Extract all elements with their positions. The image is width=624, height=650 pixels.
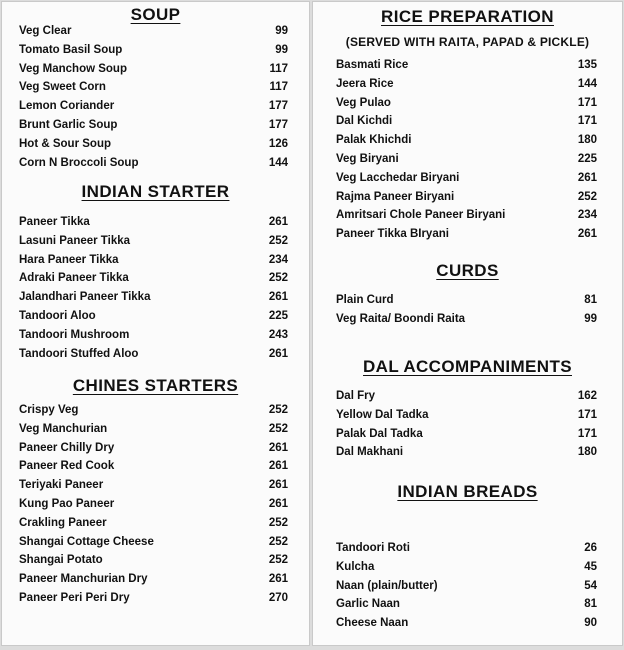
menu-item-price: 180 bbox=[577, 446, 597, 459]
menu-item-price: 144 bbox=[268, 156, 288, 169]
menu-item bbox=[19, 216, 288, 235]
menu-item-name: Tandoori Roti bbox=[336, 542, 410, 554]
dal-accompaniments-list bbox=[336, 390, 597, 465]
menu-item-name: Tomato Basil Soup bbox=[19, 43, 123, 56]
menu-item-price: 99 bbox=[584, 312, 597, 325]
menu-item bbox=[336, 313, 597, 332]
menu-item bbox=[19, 348, 288, 367]
menu-item-price: 252 bbox=[268, 535, 288, 548]
menu-item-price: 252 bbox=[268, 516, 288, 529]
menu-item bbox=[336, 153, 597, 172]
menu-item bbox=[19, 310, 288, 329]
menu-item-price: 177 bbox=[268, 118, 288, 131]
menu-item-price: 171 bbox=[577, 96, 597, 109]
menu-item-price: 261 bbox=[268, 216, 288, 228]
menu-item-price: 270 bbox=[268, 591, 288, 604]
menu-item-name: Palak Khichdi bbox=[336, 134, 412, 147]
indian-breads-heading: INDIAN BREADS bbox=[397, 482, 538, 501]
menu-item bbox=[19, 536, 288, 555]
menu-item bbox=[19, 44, 288, 63]
dal-accompaniments-heading: DAL ACCOMPANIMENTS bbox=[363, 357, 572, 376]
menu-item-price: 81 bbox=[584, 598, 597, 611]
menu-item-name: Hara Paneer Tikka bbox=[19, 253, 119, 266]
menu-item-name: Veg Manchow Soup bbox=[19, 62, 127, 75]
menu-item-name: Jeera Rice bbox=[336, 77, 394, 90]
menu-item-price: 126 bbox=[268, 137, 288, 150]
indian-starter-heading: INDIAN STARTER bbox=[81, 182, 230, 201]
menu-item bbox=[336, 97, 597, 116]
menu-item bbox=[336, 115, 597, 134]
menu-item-price: 45 bbox=[584, 560, 597, 573]
menu-item-name: Kung Pao Paneer bbox=[19, 497, 115, 510]
menu-item-price: 252 bbox=[268, 272, 288, 285]
menu-item-name: Tandoori Mushroom bbox=[19, 328, 130, 341]
curds-list bbox=[336, 294, 597, 332]
menu-item-name: Shangai Potato bbox=[19, 554, 103, 567]
menu-item-price: 261 bbox=[268, 460, 288, 473]
menu-item bbox=[336, 598, 597, 617]
menu-item-price: 225 bbox=[268, 309, 288, 322]
menu-item-price: 144 bbox=[577, 77, 597, 90]
menu-item-price: 162 bbox=[577, 390, 597, 402]
menu-item-name: Kulcha bbox=[336, 560, 375, 573]
rice-preparation-list bbox=[336, 59, 597, 247]
menu-item bbox=[336, 78, 597, 97]
menu-item bbox=[19, 119, 288, 138]
menu-item-name: Garlic Naan bbox=[336, 598, 400, 611]
menu-item-price: 261 bbox=[268, 347, 288, 360]
menu-item-price: 54 bbox=[584, 579, 597, 592]
menu-item-price: 252 bbox=[268, 554, 288, 567]
menu-item bbox=[19, 272, 288, 291]
menu-item bbox=[19, 404, 288, 423]
menu-item bbox=[19, 554, 288, 573]
rice-preparation-subtitle: (SERVED WITH RAITA, PAPAD & PICKLE) bbox=[345, 35, 590, 49]
menu-item bbox=[19, 329, 288, 348]
menu-item-price: 90 bbox=[584, 617, 597, 630]
menu-item bbox=[19, 423, 288, 442]
menu-item bbox=[336, 228, 597, 247]
chines-starters-list bbox=[19, 404, 288, 611]
menu-item bbox=[336, 542, 597, 561]
menu-item bbox=[19, 25, 288, 44]
menu-item-name: Paneer Tikka BIryani bbox=[336, 228, 449, 241]
menu-item-name: Dal Makhani bbox=[336, 446, 404, 459]
menu-item-name: Corn N Broccoli Soup bbox=[19, 156, 139, 169]
menu-item-name: Veg Manchurian bbox=[19, 422, 108, 435]
menu-item-price: 261 bbox=[577, 228, 597, 241]
menu-item bbox=[19, 138, 288, 157]
menu-item bbox=[336, 390, 597, 409]
menu-item-price: 171 bbox=[577, 408, 597, 421]
menu-item bbox=[19, 235, 288, 254]
menu-item bbox=[19, 460, 288, 479]
menu-column-left bbox=[2, 2, 309, 645]
menu-item-name: Tandoori Aloo bbox=[19, 309, 96, 322]
menu-item-name: Amritsari Chole Paneer Biryani bbox=[336, 209, 506, 222]
menu-item bbox=[336, 617, 597, 636]
menu-item-price: 99 bbox=[275, 25, 288, 37]
menu-item-name: Veg Lacchedar Biryani bbox=[336, 171, 460, 184]
menu-item-name: Veg Raita/ Boondi Raita bbox=[336, 312, 466, 325]
menu-item-name: Paneer Peri Peri Dry bbox=[19, 591, 130, 604]
menu-item-price: 252 bbox=[268, 422, 288, 435]
menu-item-name: Veg Clear bbox=[19, 25, 72, 37]
menu-item-price: 26 bbox=[584, 542, 597, 554]
menu-item bbox=[19, 498, 288, 517]
menu-item bbox=[19, 157, 288, 176]
menu-item-price: 117 bbox=[269, 81, 288, 94]
menu-item bbox=[336, 59, 597, 78]
menu-item-price: 99 bbox=[275, 43, 288, 56]
menu-item bbox=[336, 561, 597, 580]
menu-item-name: Basmati Rice bbox=[336, 59, 409, 71]
rice-preparation-heading: RICE PREPARATION bbox=[381, 7, 554, 26]
menu-item-name: Dal Kichdi bbox=[336, 115, 393, 128]
menu-item-name: Naan (plain/butter) bbox=[336, 579, 438, 592]
menu-item-price: 180 bbox=[577, 134, 597, 147]
menu-item bbox=[336, 134, 597, 153]
menu-item bbox=[19, 479, 288, 498]
menu-item bbox=[19, 63, 288, 82]
menu-item-name: Jalandhari Paneer Tikka bbox=[19, 291, 151, 304]
chines-starters-heading: CHINES STARTERS bbox=[72, 376, 239, 395]
menu-item-name: Palak Dal Tadka bbox=[336, 427, 423, 440]
menu-item-name: Adraki Paneer Tikka bbox=[19, 272, 129, 285]
menu-column-right bbox=[313, 2, 622, 645]
menu-item-name: Paneer Red Cook bbox=[19, 460, 115, 473]
menu-item-price: 225 bbox=[577, 152, 597, 165]
menu-item bbox=[336, 209, 597, 228]
menu-item bbox=[336, 294, 597, 313]
menu-item-price: 261 bbox=[268, 573, 288, 586]
menu-item bbox=[19, 100, 288, 119]
curds-heading: CURDS bbox=[436, 261, 499, 280]
menu-item-price: 81 bbox=[584, 294, 597, 306]
menu-item-name: Teriyaki Paneer bbox=[19, 479, 104, 492]
menu-item-price: 252 bbox=[577, 190, 597, 203]
menu-item bbox=[19, 254, 288, 273]
menu-item-price: 261 bbox=[268, 291, 288, 304]
menu-item bbox=[19, 291, 288, 310]
menu-item bbox=[336, 191, 597, 210]
menu-item bbox=[19, 592, 288, 611]
menu-item-name: Paneer Chilly Dry bbox=[19, 441, 115, 454]
menu-item-name: Lasuni Paneer Tikka bbox=[19, 234, 131, 247]
menu-item-name: Veg Sweet Corn bbox=[19, 81, 106, 94]
menu-item-name: Cheese Naan bbox=[336, 617, 409, 630]
menu-item-name: Crakling Paneer bbox=[19, 516, 107, 529]
menu-item bbox=[336, 580, 597, 599]
menu-item-name: Brunt Garlic Soup bbox=[19, 118, 118, 131]
menu-item bbox=[19, 442, 288, 461]
menu-item-price: 234 bbox=[577, 209, 597, 222]
menu-item-price: 261 bbox=[268, 497, 288, 510]
menu-item-name: Rajma Paneer Biryani bbox=[336, 190, 455, 203]
menu-item-price: 252 bbox=[268, 234, 288, 247]
menu-item-name: Veg Pulao bbox=[336, 96, 391, 109]
menu-item-name: Yellow Dal Tadka bbox=[336, 408, 429, 421]
menu-item-price: 117 bbox=[269, 62, 288, 75]
menu-item bbox=[19, 517, 288, 536]
menu-item-name: Paneer Manchurian Dry bbox=[19, 573, 148, 586]
menu-item bbox=[336, 172, 597, 191]
menu-item-name: Plain Curd bbox=[336, 294, 394, 306]
indian-starter-list bbox=[19, 216, 288, 366]
menu-item-price: 234 bbox=[268, 253, 288, 266]
menu-item-name: Dal Fry bbox=[336, 390, 375, 402]
menu-item-price: 252 bbox=[268, 404, 288, 416]
menu-item-name: Lemon Coriander bbox=[19, 100, 115, 113]
soup-list bbox=[19, 25, 288, 175]
menu-item-price: 243 bbox=[268, 328, 288, 341]
menu-item-name: Shangai Cottage Cheese bbox=[19, 535, 154, 548]
menu-item bbox=[336, 446, 597, 465]
menu-item-price: 171 bbox=[577, 115, 597, 128]
menu-item-price: 135 bbox=[577, 59, 597, 71]
menu-item-price: 177 bbox=[268, 100, 288, 113]
menu-item bbox=[336, 409, 597, 428]
soup-heading: SOUP bbox=[130, 5, 181, 24]
indian-breads-list bbox=[336, 542, 597, 636]
menu-item-price: 261 bbox=[577, 171, 597, 184]
menu-item bbox=[19, 81, 288, 100]
menu-item-name: Veg Biryani bbox=[336, 152, 399, 165]
menu-item-price: 261 bbox=[268, 479, 288, 492]
menu-item-name: Crispy Veg bbox=[19, 404, 79, 416]
menu-item-price: 261 bbox=[268, 441, 288, 454]
menu-item bbox=[19, 573, 288, 592]
menu-item-name: Tandoori Stuffed Aloo bbox=[19, 347, 139, 360]
menu-item-name: Hot & Sour Soup bbox=[19, 137, 111, 150]
menu-item-price: 171 bbox=[577, 427, 597, 440]
menu-item bbox=[336, 428, 597, 447]
menu-item-name: Paneer Tikka bbox=[19, 216, 90, 228]
